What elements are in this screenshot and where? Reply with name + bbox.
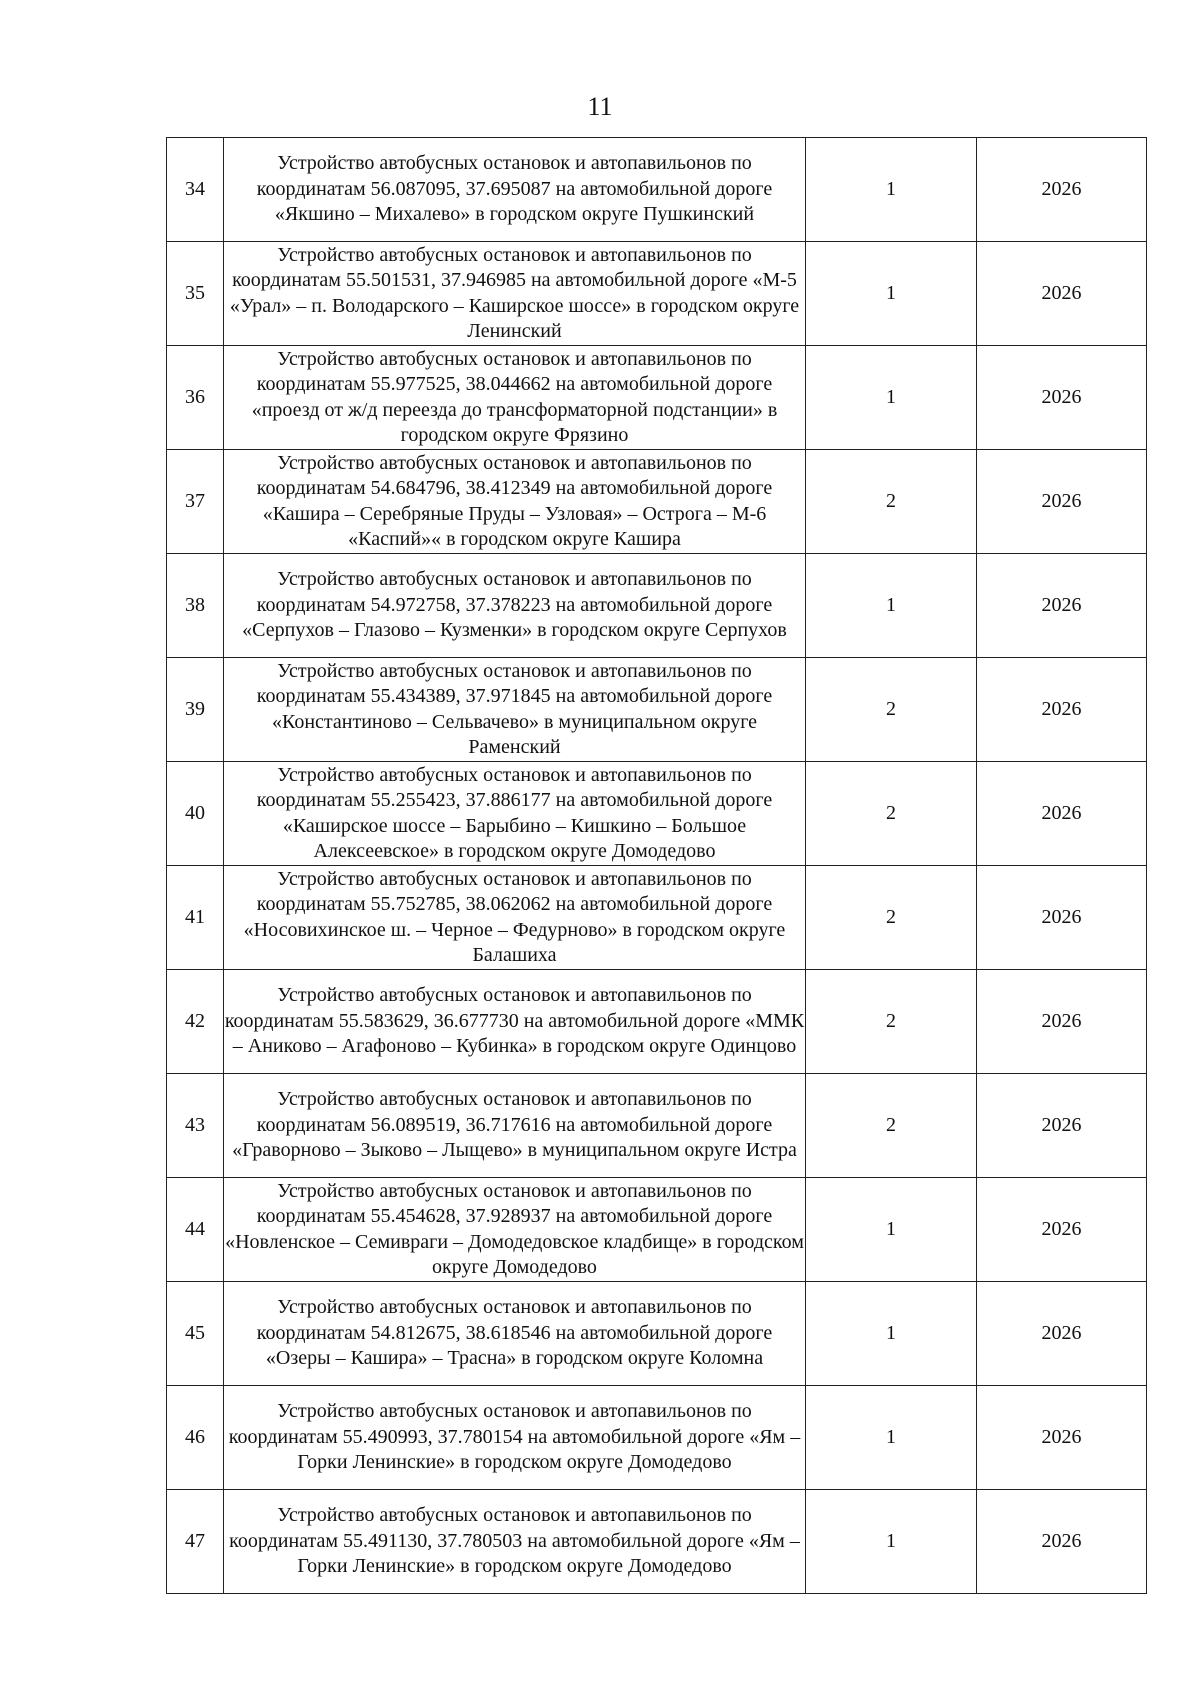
row-number: 45 — [167, 1282, 224, 1386]
row-number: 41 — [167, 866, 224, 970]
row-number: 47 — [167, 1490, 224, 1594]
row-quantity: 1 — [806, 1490, 977, 1594]
row-year: 2026 — [977, 1074, 1147, 1178]
row-quantity: 2 — [806, 450, 977, 554]
row-number: 46 — [167, 1386, 224, 1490]
row-description: Устройство автобусных остановок и автопавильонов по координатам 55.583629, 36.677730 на автомобильной дороге «ММК – Аниково – Агафоново – Кубинка» в городском округе Одинцово — [224, 970, 806, 1074]
table-row — [167, 970, 1147, 1074]
row-year: 2026 — [977, 762, 1147, 866]
row-year: 2026 — [977, 970, 1147, 1074]
row-year: 2026 — [977, 658, 1147, 762]
row-year: 2026 — [977, 346, 1147, 450]
row-quantity: 1 — [806, 554, 977, 658]
row-quantity: 1 — [806, 138, 977, 242]
row-description: Устройство автобусных остановок и автопавильонов по координатам 55.501531, 37.946985 на автомобильной дороге «М-5 «Урал» – п. Володарского – Каширское шоссе» в городском округе Ленинский — [224, 242, 806, 346]
table-row — [167, 1282, 1147, 1386]
row-description: Устройство автобусных остановок и автопавильонов по координатам 55.255423, 37.886177 на автомобильной дороге «Каширское шоссе – Барыбино – Кишкино – Большое Алексеевское» в городском округе Домодедово — [224, 762, 806, 866]
row-number: 43 — [167, 1074, 224, 1178]
row-number: 38 — [167, 554, 224, 658]
row-quantity: 2 — [806, 658, 977, 762]
row-year: 2026 — [977, 554, 1147, 658]
row-number: 39 — [167, 658, 224, 762]
table-row — [167, 1074, 1147, 1178]
row-year: 2026 — [977, 242, 1147, 346]
row-number: 34 — [167, 138, 224, 242]
works-table — [166, 137, 1147, 1594]
row-number: 37 — [167, 450, 224, 554]
table-row — [167, 762, 1147, 866]
row-number: 42 — [167, 970, 224, 1074]
row-quantity: 1 — [806, 1178, 977, 1282]
row-description: Устройство автобусных остановок и автопавильонов по координатам 54.684796, 38.412349 на автомобильной дороге «Кашира – Серебряные Пруды – Узловая» – Острога – М-6 «Каспий»« в городском округе Кашира — [224, 450, 806, 554]
row-year: 2026 — [977, 450, 1147, 554]
row-description: Устройство автобусных остановок и автопавильонов по координатам 55.454628, 37.928937 на автомобильной дороге «Новленское – Семивраги – Домодедовское кладбище» в городском округе Домодедово — [224, 1178, 806, 1282]
table-row — [167, 866, 1147, 970]
row-number: 35 — [167, 242, 224, 346]
row-quantity: 2 — [806, 866, 977, 970]
row-quantity: 1 — [806, 242, 977, 346]
row-quantity: 1 — [806, 1282, 977, 1386]
page-number: 11 — [587, 92, 613, 121]
row-number: 36 — [167, 346, 224, 450]
row-quantity: 1 — [806, 346, 977, 450]
table-row — [167, 1178, 1147, 1282]
table-row — [167, 658, 1147, 762]
table-row — [167, 450, 1147, 554]
row-year: 2026 — [977, 866, 1147, 970]
table-row — [167, 242, 1147, 346]
row-quantity: 2 — [806, 762, 977, 866]
row-year: 2026 — [977, 1386, 1147, 1490]
row-year: 2026 — [977, 138, 1147, 242]
row-description: Устройство автобусных остановок и автопавильонов по координатам 56.087095, 37.695087 на автомобильной дороге «Якшино – Михалево» в городском округе Пушкинский — [224, 138, 806, 242]
row-number: 40 — [167, 762, 224, 866]
row-year: 2026 — [977, 1282, 1147, 1386]
row-year: 2026 — [977, 1178, 1147, 1282]
row-number: 44 — [167, 1178, 224, 1282]
row-description: Устройство автобусных остановок и автопавильонов по координатам 56.089519, 36.717616 на автомобильной дороге «Граворново – Зыково – Лыщево» в муниципальном округе Истра — [224, 1074, 806, 1178]
row-description: Устройство автобусных остановок и автопавильонов по координатам 54.972758, 37.378223 на автомобильной дороге «Серпухов – Глазово – Кузменки» в городском округе Серпухов — [224, 554, 806, 658]
row-description: Устройство автобусных остановок и автопавильонов по координатам 55.752785, 38.062062 на автомобильной дороге «Носовихинское ш. – Черное – Федурново» в городском округе Балашиха — [224, 866, 806, 970]
row-quantity: 1 — [806, 1386, 977, 1490]
table-row — [167, 346, 1147, 450]
table-row — [167, 554, 1147, 658]
table-row — [167, 138, 1147, 242]
row-description: Устройство автобусных остановок и автопавильонов по координатам 55.491130, 37.780503 на автомобильной дороге «Ям – Горки Ленинские» в городском округе Домодедово — [224, 1490, 806, 1594]
row-description: Устройство автобусных остановок и автопавильонов по координатам 55.434389, 37.971845 на автомобильной дороге «Константиново – Сельвачево» в муниципальном округе Раменский — [224, 658, 806, 762]
row-quantity: 2 — [806, 1074, 977, 1178]
row-description: Устройство автобусных остановок и автопавильонов по координатам 55.490993, 37.780154 на автомобильной дороге «Ям – Горки Ленинские» в городском округе Домодедово — [224, 1386, 806, 1490]
row-quantity: 2 — [806, 970, 977, 1074]
table-row — [167, 1386, 1147, 1490]
table-row — [167, 1490, 1147, 1594]
row-year: 2026 — [977, 1490, 1147, 1594]
row-description: Устройство автобусных остановок и автопавильонов по координатам 55.977525, 38.044662 на автомобильной дороге «проезд от ж/д переезда до трансформаторной подстанции» в городском округе Фрязино — [224, 346, 806, 450]
row-description: Устройство автобусных остановок и автопавильонов по координатам 54.812675, 38.618546 на автомобильной дороге «Озеры – Кашира» – Трасна» в городском округе Коломна — [224, 1282, 806, 1386]
